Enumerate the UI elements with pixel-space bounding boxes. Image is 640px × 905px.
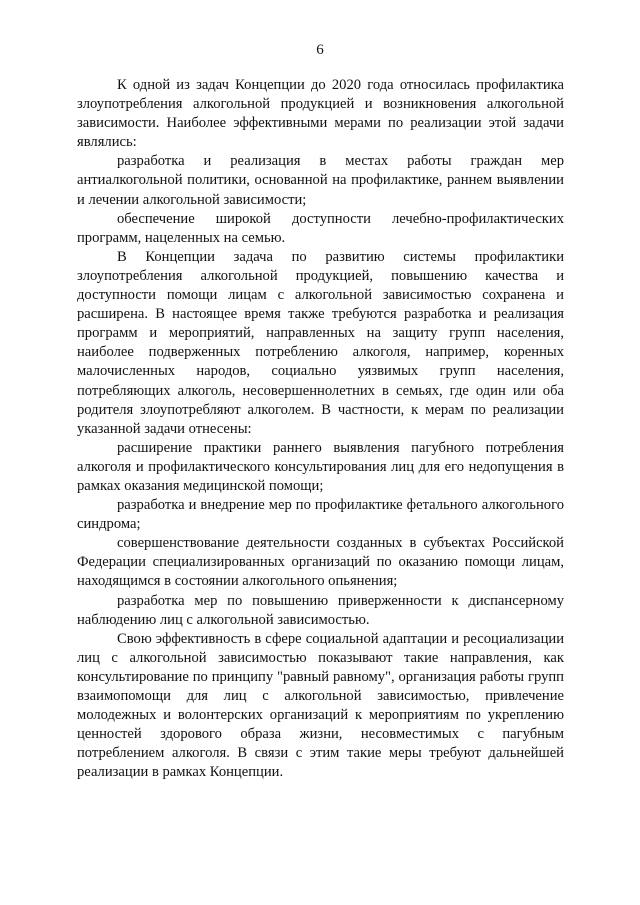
- paragraph-measure-dispensary: разработка мер по повышению приверженности к диспансерному наблюдению лиц с алкогольной зависимостью.: [77, 592, 564, 628]
- paragraph-measure-fetal-syndrome: разработка и внедрение мер по профилактике фетального алкогольного синдрома;: [77, 497, 564, 533]
- paragraph-measure-workplace: разработка и реализация в местах работы граждан мер антиалкогольной политики, основанной на профилактике, раннем выявлении и лечении алкогольной зависимости;: [77, 153, 564, 208]
- paragraph-concept-task: В Концепции задача по развитию системы профилактики злоупотребления алкогольной продукцией, повышению качества и доступности помощи лицам с алкогольной зависимостью сохранена и расширена. В настоящее время также требуются разработка и реализация программ и мероприятий, направленных на защиту групп населения, наиболее подверженных потреблению алкоголя, например, коренных малочисленных народов, социально уязвимых групп населения, потребляющих алкоголь, несовершеннолетних в семьях, где один или оба родителя злоупотребляют алкоголем. В частности, к мерам по реализации указанной задачи отнесены:: [77, 248, 564, 437]
- page-number: 6: [316, 42, 324, 58]
- paragraph-measure-family-programs: обеспечение широкой доступности лечебно-профилактических программ, нацеленных на семью.: [77, 210, 564, 246]
- document-body: [77, 76, 564, 782]
- paragraph-measure-early-detection: расширение практики раннего выявления пагубного потребления алкоголя и профилактического консультирования лиц для его недопущения в рамках оказания медицинской помощи;: [77, 439, 564, 494]
- paragraph-measure-specialized-orgs: совершенствование деятельности созданных в субъектах Российской Федерации специализированных организаций по оказанию помощи лицам, находящимся в состоянии алкогольного опьянения;: [77, 535, 564, 590]
- paragraph-intro: К одной из задач Концепции до 2020 года относилась профилактика злоупотребления алкогольной продукцией и возникновения алкогольной зависимости. Наиболее эффективными мерами по реализации этой задачи являлись:: [77, 77, 564, 151]
- paragraph-social-adaptation: Свою эффективность в сфере социальной адаптации и ресоциализации лиц с алкогольной зависимостью показывают такие направления, как консультирование по принципу "равный равному", организация работы групп взаимопомощи для лиц с алкогольной зависимостью, привлечение молодежных и волонтерских организаций к мероприятиям по укреплению ценностей здорового образа жизни, несовместимых с пагубным потреблением алкоголя. В связи с этим такие меры требуют дальнейшей реализации в рамках Концепции.: [77, 630, 564, 781]
